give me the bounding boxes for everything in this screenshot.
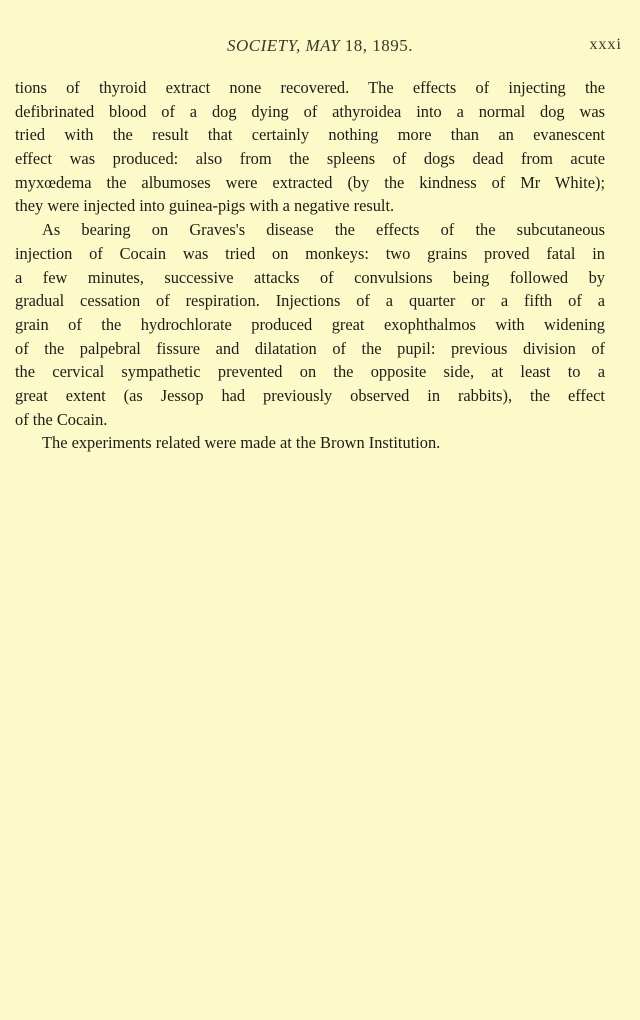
- text-line: As bearing on Graves's disease the effects of the subcutaneous: [42, 220, 605, 240]
- text-line: they were injected into guinea-pigs with a negative result.: [15, 196, 395, 216]
- text-line: great extent (as Jessop had previously observed in rabbits), the effect: [15, 385, 605, 405]
- paragraph-1: [15, 76, 605, 218]
- text-line: injection of Cocain was tried on monkeys: two grains proved fatal in: [15, 243, 605, 263]
- text-line: a few minutes, successive attacks of convulsions being followed by: [15, 267, 605, 287]
- text-line: myxœdema the albumoses were extracted (by the kindness of Mr White);: [15, 172, 605, 192]
- text-line: The experiments related were made at the Brown Institution.: [42, 433, 441, 453]
- text-line: defibrinated blood of a dog dying of athyroidea into a normal dog was: [15, 101, 605, 121]
- text-line: gradual cessation of respiration. Injections of a quarter or a fifth of a: [15, 291, 605, 311]
- text-line: grain of the hydrochlorate produced great exophthalmos with widening: [15, 314, 605, 334]
- text-line: the cervical sympathetic prevented on the opposite side, at least to a: [15, 362, 605, 382]
- text-line: tried with the result that certainly nothing more than an evanescent: [15, 125, 605, 145]
- text-line: of the palpebral fissure and dilatation of the pupil: previous division of: [15, 338, 605, 358]
- page-number: xxxi: [589, 36, 622, 53]
- page-header: [0, 36, 640, 60]
- running-head: [160, 36, 480, 56]
- paragraph-2: [15, 218, 605, 431]
- paragraph-3: [15, 431, 605, 455]
- text-line: effect was produced: also from the spleens of dogs dead from acute: [15, 149, 605, 169]
- running-head-society: SOCIETY,: [226, 36, 301, 55]
- text-line: of the Cocain.: [15, 409, 108, 429]
- text-line: tions of thyroid extract none recovered. The effects of injecting the: [15, 78, 605, 97]
- body-text: [15, 76, 605, 455]
- running-head-month: MAY: [305, 36, 341, 55]
- running-head-date: 18, 1895.: [344, 36, 414, 55]
